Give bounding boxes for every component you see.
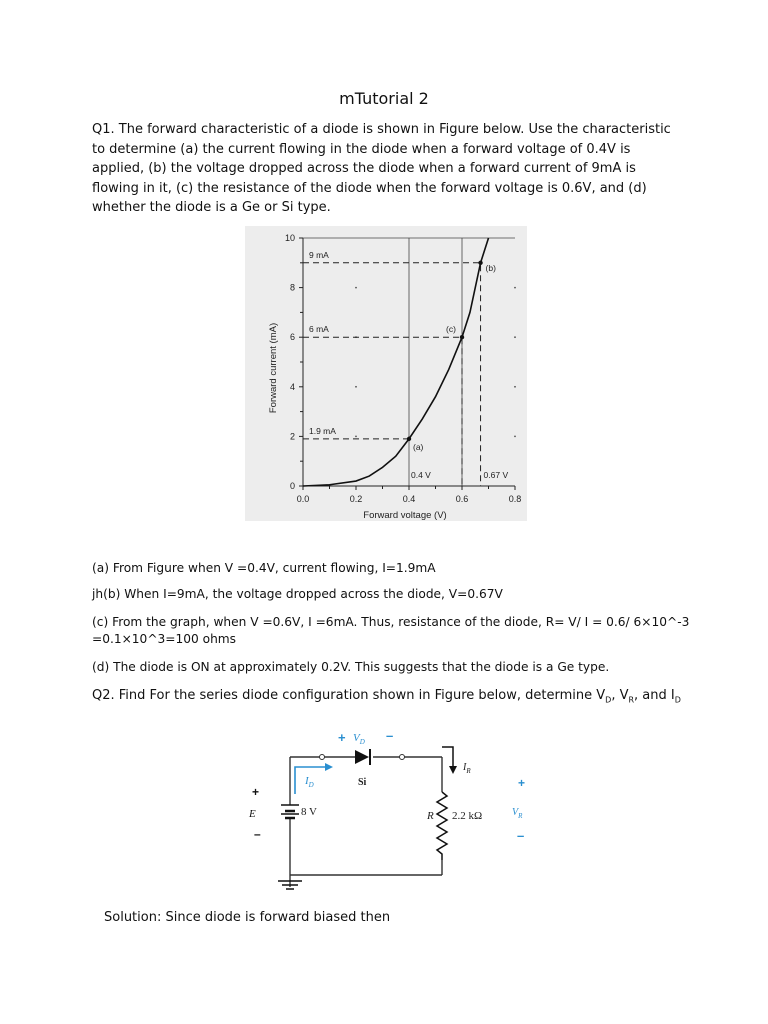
e-minus: – [254,827,261,841]
grid-dot [514,436,516,438]
x-tick-label: 0.8 [508,494,522,504]
annotation-label: 9 mA [309,249,329,260]
answer-b: jh(b) When I=9mA, the voltage dropped across the diode, V=0.67V [92,587,503,601]
y-tick-label: 8 [289,282,295,293]
y-axis-label: Forward current (mA) [268,322,279,414]
resistor-label: R [427,810,434,822]
answer-d: (d) The diode is ON at approximately 0.2V. This suggests that the diode is a Ge type. [92,660,610,674]
resistor-symbol [437,792,447,860]
diode-material-label: Si [358,777,367,788]
diode-symbol [355,749,370,765]
grid-dot [355,436,357,438]
y-tick-label: 4 [289,381,295,392]
annotation-label: 0.67 V [483,470,509,480]
answer-c: (c) From the graph, when V =0.6V, I =6mA. Thus, resistance of the diode, R= V/ I = 0.6/ 6×10^-3 =0.1×10^3=100 ohms [92,615,690,646]
grid-dot [514,386,516,388]
data-point-marker [460,335,464,339]
question-2-text: Q2. Find For the series diode configuration shown in Figure below, determine $V_D$, $V_R$, and $I_D$ [92,688,681,705]
grid-dot [514,336,516,338]
annotation-label: (b) [485,262,496,273]
page-title: mTutorial 2 [339,89,429,108]
x-tick-label: 0.0 [296,494,310,504]
annotation-label: 6 mA [309,324,329,335]
battery-value: 8 V [301,806,317,818]
node-left [320,755,325,760]
vr-label: $V_R$ [512,807,523,820]
vr-minus: – [517,828,525,843]
y-tick-label: 0 [289,481,295,491]
grid-dot [355,287,357,289]
circuit-diagram [245,722,535,892]
data-point-marker [478,261,482,265]
vd-label: $V_D$ [353,732,365,746]
vr-plus: + [518,776,526,790]
annotation-label: (c) [446,324,456,335]
x-axis-label: Forward voltage (V) [363,510,447,521]
grid-dot [514,287,516,289]
data-point-marker [407,437,411,441]
x-tick-label: 0.6 [455,494,469,504]
y-tick-label: 10 [284,233,295,243]
y-tick-label: 6 [289,332,295,343]
node-right [400,755,405,760]
annotation-label: 1.9 mA [309,425,336,436]
battery-symbol [281,805,299,818]
ir-arrow [442,747,457,774]
id-label: $I_D$ [305,775,314,789]
forward-characteristic-curve [303,238,489,486]
vd-minus: – [386,728,394,743]
series-diode-circuit [245,722,535,892]
x-tick-label: 0.4 [402,494,416,504]
diode-characteristic-figure [245,226,527,521]
grid-dot [355,386,357,388]
e-plus: + [252,785,260,799]
question-1-text: Q1. The forward characteristic of a diode is shown in Figure below. Use the characteristic to determine (a) the current flowing in the diode when a forward voltage of 0.4V is applied, (b) the voltage dropped across the diode when a forward current of 9mA is flowing in it, (c) the resistance of the diode when the forward voltage is 0.6V, and (d) whether the diode is a Ge or Si type. [92,122,671,216]
y-tick-label: 2 [289,431,295,442]
x-tick-label: 0.2 [349,494,363,504]
solution-text: Solution: Since diode is forward biased then [104,910,391,925]
diode-characteristic-chart [245,226,527,521]
annotation-label: 0.4 V [411,470,431,480]
guide-6ma [303,337,462,486]
id-arrow [295,763,333,794]
annotation-label: (a) [413,441,424,452]
resistor-value: 2.2 kΩ [452,810,483,822]
ir-label: $I_R$ [463,762,471,775]
answer-a: (a) From Figure when V =0.4V, current flowing, I=1.9mA [92,561,436,575]
e-label: E [249,808,256,820]
vd-plus: + [338,730,346,745]
guide-9ma [303,263,481,486]
